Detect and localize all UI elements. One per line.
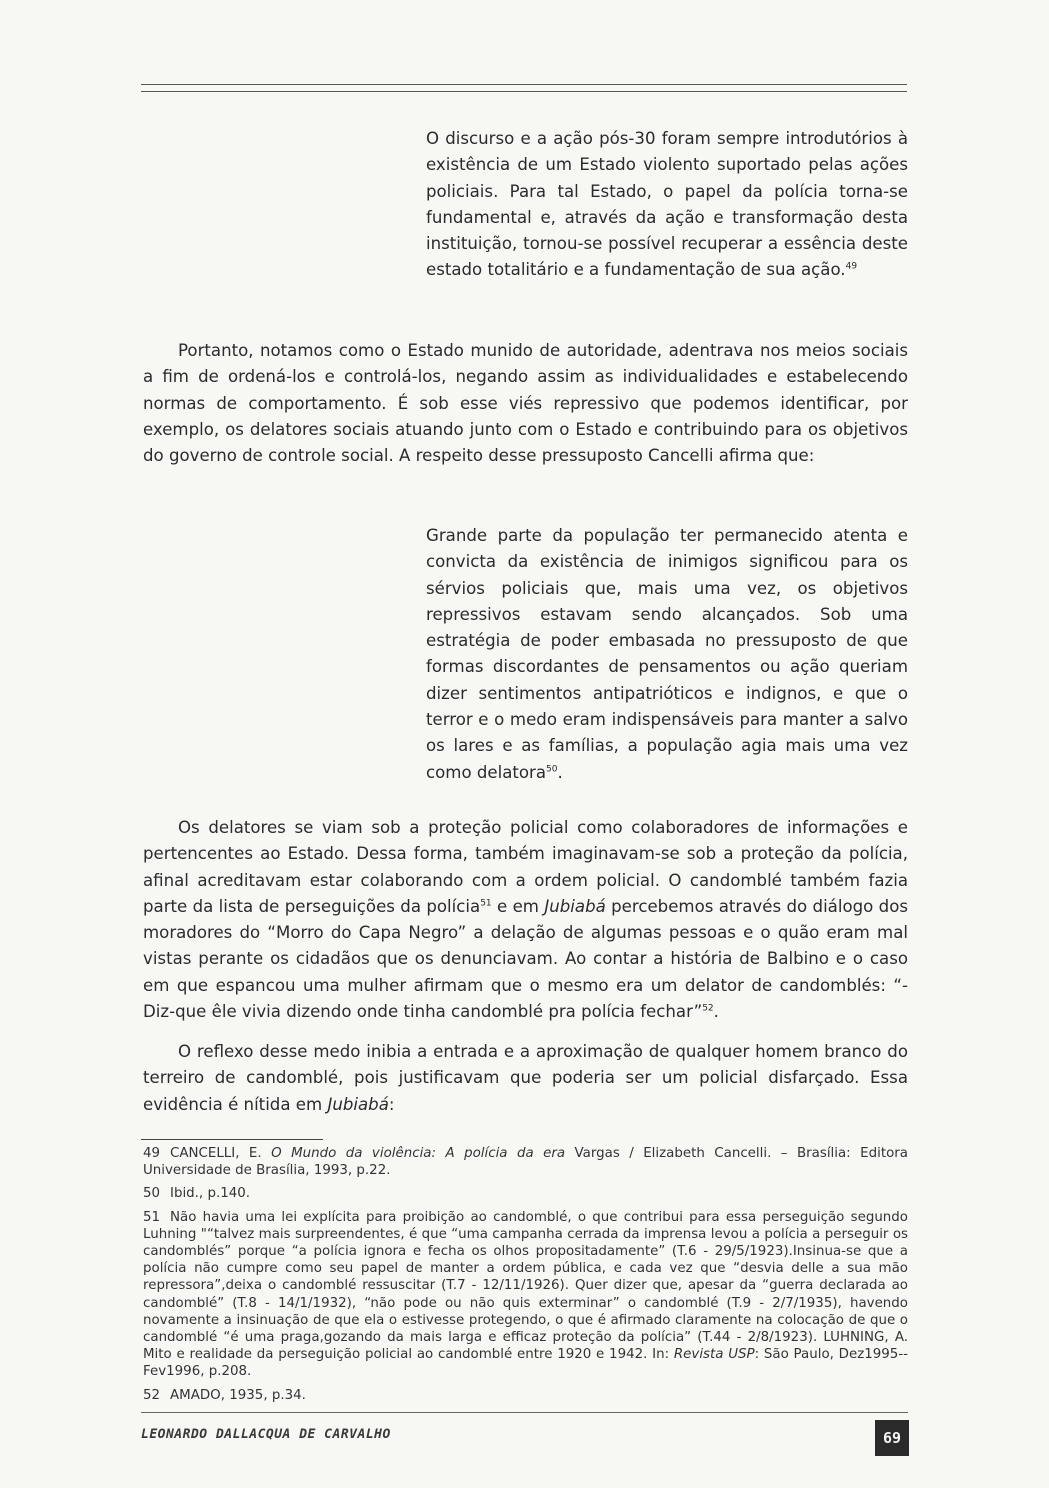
author-name: LEONARDO DALLACQUA DE CARVALHO [141,1427,391,1442]
footnote-text: Não havia uma lei explícita para proibição ao candomblé, o que contribui para essa perseguição segundo Luhning "“talvez mais surpreendentes, é que “uma campanha cerrada da imprensa levou a polícia a perseguir os candomblés” porque “a polícia ignora e fecha os olhos propositadamente” (T.6 - 29/5/1923).Insinua-se que a polícia não cumpre como seu papel de manter a ordem pública, e cada vez que “desvia delle a sua mão repressora”,deixa o candomblé ressuscitar (T.7 - 12/11/1926). Quer dizer que, apesar da “guerra declarada ao candomblé” (T.8 - 14/1/1932), “não pode ou não quis exterminar” o candomblé (T.9 - 2/7/1935), havendo novamente a insinuação de que ela o estivesse protegendo, o que é afirmado claramente na colocação de que o candomblé “é uma praga,gozando da mais larga e efficaz proteção da polícia” (T.44 - 2/8/1923). LUHNING, A. Mito e realidade da perseguição policial ao candomblé entre 1920 e 1942. In: [143,1209,908,1363]
paragraph-1: Portanto, notamos como o Estado munido de autoridade, adentrava nos meios sociais a fim de ordená-los e controlá-los, negando assim as individualidades e estabelecendo normas de comportamento. É sob esse viés repressivo que podemos identificar, por exemplo, os delatores sociais atuando junto com o Estado e contribuindo para os objetivos do governo de controle social. A respeito desse pressuposto Cancelli afirma que: [143,341,908,466]
footnote-number: 52 [143,1387,161,1403]
footnote-text: Ibid., p.140. [170,1186,251,1202]
header-rule [141,84,907,92]
footnote-ref-49[interactable]: 49 [845,261,858,272]
footnote-ref-50[interactable]: 50 [546,764,558,775]
paragraph-2-text-c: percebemos através do diálogo dos moradores do “Morro do Capa Negro” a delação de algumas pessoas e o quão eram mal vistas perante os cidadãos que os denunciavam. Ao contar a história de Balbino e o caso em que espancou uma mulher afirmam que o mesmo era um delator de candomblés: “-Diz-que êle vivia dizendo onde tinha candomblé pra polícia fechar” [143,896,908,1022]
footnote-number: 51 [143,1209,161,1225]
footnote-49 [143,1145,908,1179]
paragraph-2-text-a: Os delatores se viam sob a proteção policial como colaboradores de informações e pertencentes ao Estado. Dessa forma, também imaginavam-se sob a proteção da polícia, afinal acreditavam estar colaborando com a ordem policial. O candomblé também fazia parte da lista de perseguições da polícia [143,818,908,916]
footnote-51 [143,1209,908,1381]
page-number: 69 [875,1420,909,1456]
paragraph-2 [143,815,908,1025]
block-quote-1 [426,126,908,284]
footnote-text: CANCELLI, E. [170,1146,272,1161]
footnote-italic: O Mundo da violência: A polícia da era [271,1146,566,1161]
quote-2-end: . [557,762,563,782]
footnote-italic: Revista USP [673,1347,755,1363]
paragraph-3 [143,1039,908,1118]
footnote-text: Vargas / Elizabeth Cancelli. – Brasília: Editora Universidade de Brasília, 1993, p.22. [143,1146,908,1179]
footnote-text: : São Paulo, Dez1995--Fev1996, p.208. [143,1347,908,1380]
quote-1-text: O discurso e a ação pós-30 foram sempre introdutórios à existência de um Estado violento suportado pelas ações policiais. Para tal Estado, o papel da polícia torna-se fundamental e, através da ação e transformação desta instituição, tornou-se possível recuperar a essência deste estado totalitário e a fundamentação de sua ação. [426,129,908,280]
paragraph-2-text-d: . [713,1002,719,1022]
footnote-text: AMADO, 1935, p.34. [170,1387,306,1403]
paragraph-3-text-b: : [388,1094,395,1114]
footnote-separator [141,1139,323,1140]
book-title-jubiaba: Jubiabá [327,1094,389,1114]
footnote-number: 49 [143,1146,161,1161]
footnote-ref-51[interactable]: 51 [480,898,492,909]
paragraph-2-text-b: e em [491,896,545,916]
paragraph-3-text-a: O reflexo desse medo inibia a entrada e a aproximação de qualquer homem branco do terreiro de candomblé, pois justificavam que poderia ser um policial disfarçado. Essa evidência é nítida em [143,1042,908,1114]
book-title-jubiaba: Jubiabá [544,896,606,916]
footnote-52 [143,1387,908,1404]
footer-rule [141,1412,908,1413]
footnote-50 [143,1185,908,1202]
quote-2-text: Grande parte da população ter permanecido atenta e convicta da existência de inimigos significou para os sérvios policiais que, mais uma vez, os objetivos repressivos estavam sendo alcançados. Sob uma estratégia de poder embasada no pressuposto de que formas discordantes de pensamentos ou ação queriam dizer sentimentos antipatrióticos e indignos, e que o terror e o medo eram indispensáveis para manter a salvo os lares e as famílias, a população agia mais uma vez como delatora [426,526,908,782]
footnote-number: 50 [143,1186,161,1202]
footnotes [143,1145,908,1410]
footnote-ref-52[interactable]: 52 [702,1003,714,1014]
block-quote-2 [426,523,908,786]
